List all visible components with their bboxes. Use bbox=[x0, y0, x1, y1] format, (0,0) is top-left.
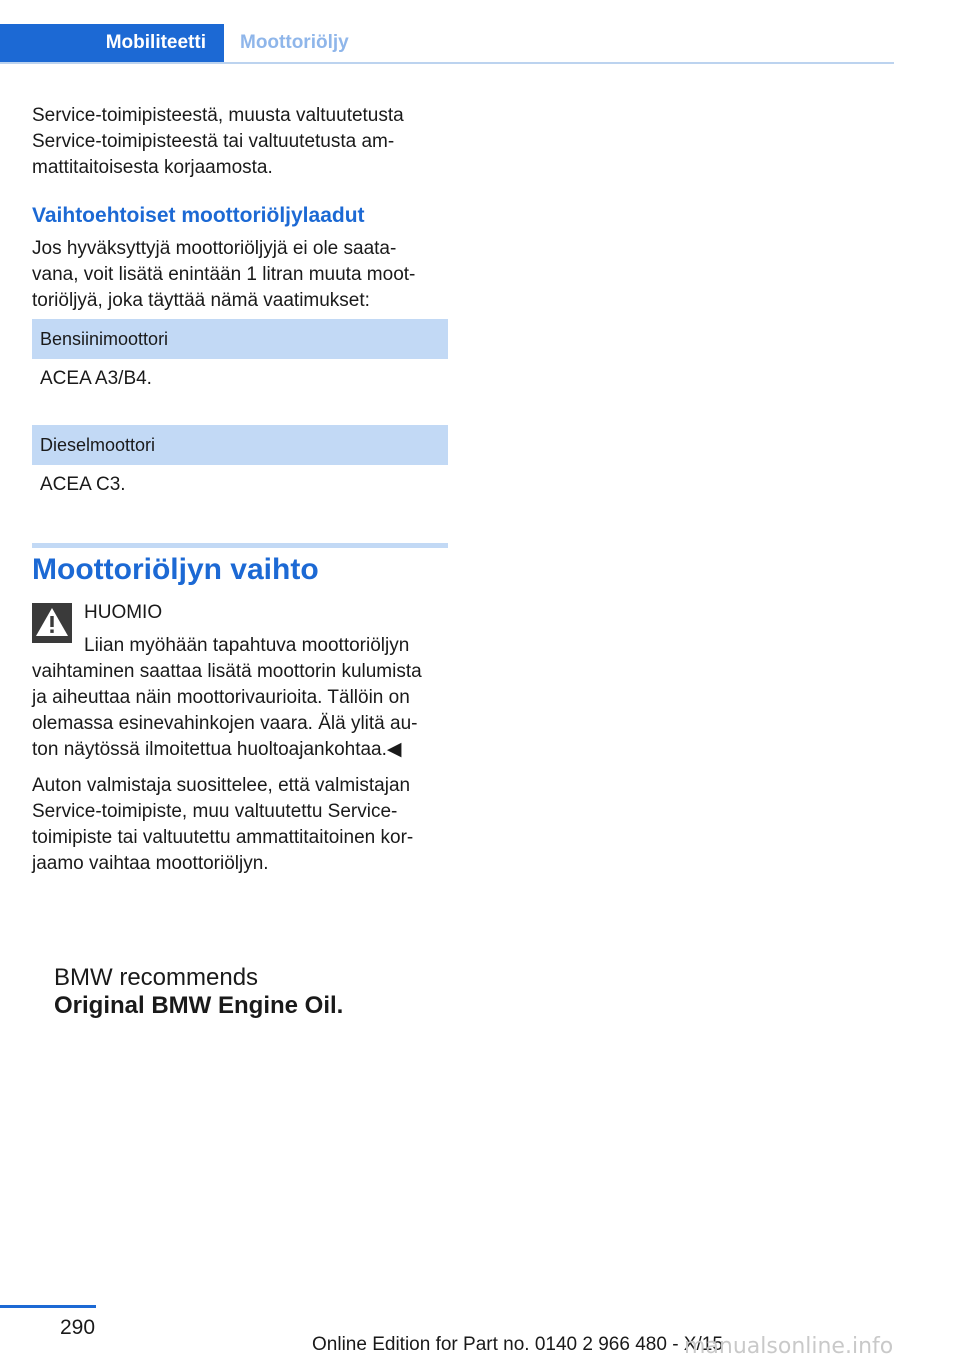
section-title: Moottoriöljyn vaihto bbox=[32, 553, 319, 586]
notice-line: vaihtaminen saattaa lisätä moottorin kulumista bbox=[32, 661, 422, 682]
table-cell: ACEA A3/B4. bbox=[40, 368, 152, 389]
paragraph-line: Auton valmistaja suosittelee, että valmistajan bbox=[32, 775, 411, 796]
alt-oils-line: Jos hyväksyttyjä moottoriöljyjä ei ole saata‐ bbox=[32, 238, 397, 259]
tab-moottorioljy[interactable]: Moottoriöljy bbox=[240, 32, 349, 53]
page-number: 290 bbox=[60, 1316, 96, 1339]
table-header: Dieselmoottori bbox=[32, 425, 448, 465]
alt-oils-line: vana, voit lisätä enintään 1 litran muuta moot‐ bbox=[32, 264, 416, 285]
notice-body bbox=[32, 633, 448, 763]
intro-line: Service-toimipisteestä tai valtuutetusta am‐ bbox=[32, 131, 395, 152]
header-tabbar bbox=[0, 24, 894, 64]
recommend-line: BMW recommends bbox=[54, 964, 259, 991]
watermark: manualsonline.info bbox=[684, 1334, 894, 1359]
spec-table-diesel bbox=[32, 425, 448, 548]
notice-line: ja aiheuttaa näin moottorivaurioita. Tällöin on bbox=[32, 687, 410, 708]
intro-line: mattitaitoisesta korjaamosta. bbox=[32, 157, 273, 178]
tab-mobiliteetti[interactable]: Mobiliteetti bbox=[0, 24, 224, 62]
intro-paragraph bbox=[32, 103, 448, 181]
bmw-recommends-banner bbox=[54, 964, 343, 1020]
page-number-rule bbox=[0, 1305, 96, 1308]
table-cell: ACEA C3. bbox=[40, 474, 126, 495]
table-header: Bensiinimoottori bbox=[32, 319, 448, 359]
paragraph-line: toimipiste tai valtuutettu ammattitaitoinen kor‐ bbox=[32, 827, 414, 848]
spec-table-petrol bbox=[32, 319, 448, 442]
alt-oils-line: toriöljyä, joka täyttää nämä vaatimukset: bbox=[32, 290, 370, 311]
intro-line: Service-toimipisteestä, muusta valtuutetusta bbox=[32, 105, 404, 126]
recommend-line-bold: Original BMW Engine Oil. bbox=[54, 992, 344, 1019]
table-bottom-rule bbox=[32, 543, 448, 548]
alt-oils-heading: Vaihtoehtoiset moottoriöljylaadut bbox=[32, 204, 365, 227]
notice-line: ton näytössä ilmoitettua huoltoajankohtaa.◀ bbox=[32, 739, 402, 760]
alt-oils-paragraph bbox=[32, 236, 448, 314]
oil-change-paragraph bbox=[32, 773, 448, 877]
notice-title: HUOMIO bbox=[84, 602, 163, 623]
notice-line: olemassa esinevahinkojen vaara. Älä ylitä au‐ bbox=[32, 713, 418, 734]
paragraph-line: jaamo vaihtaa moottoriöljyn. bbox=[32, 853, 269, 874]
paragraph-line: Service-toimipiste, muu valtuutettu Service- bbox=[32, 801, 398, 822]
notice-line: Liian myöhään tapahtuva moottoriöljyn bbox=[84, 635, 410, 656]
footer-edition: Online Edition for Part no. 0140 2 966 480 - X/15 bbox=[312, 1334, 723, 1355]
